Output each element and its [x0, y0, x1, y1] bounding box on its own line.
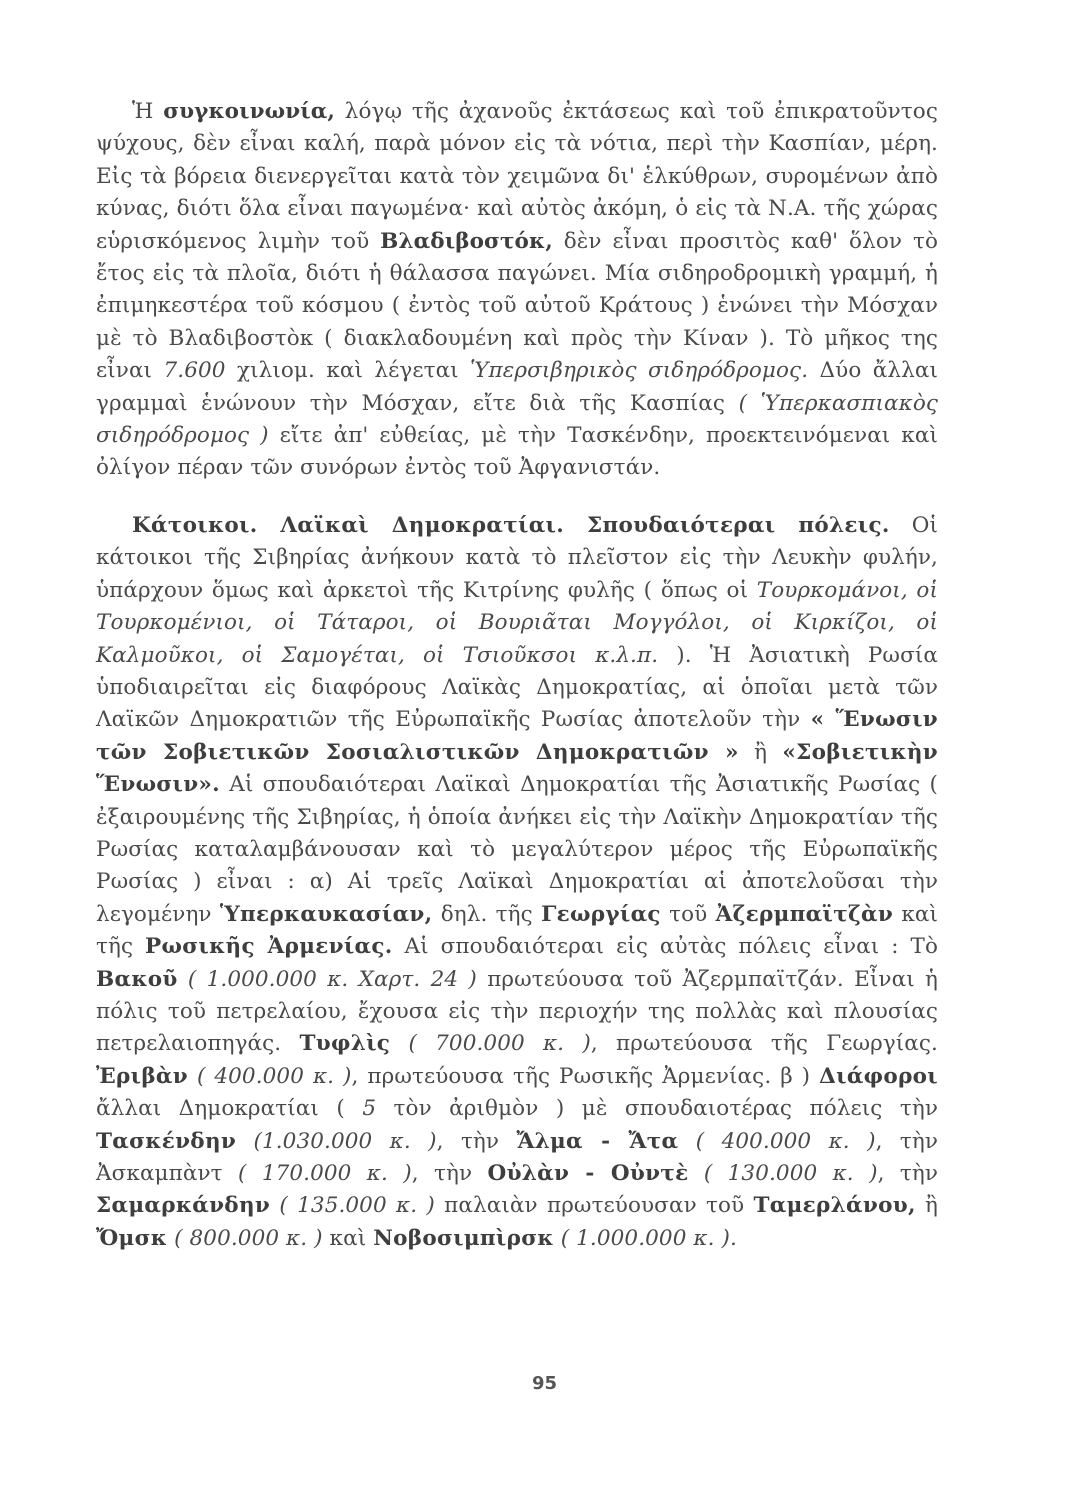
italic-text: Τουρκομάνοι, οἱ Τουρκομένιοι, οἱ Τάταροι, οἱ Βουριᾶται Μογγόλοι, οἱ Κιρκίζοι, οἱ Καλμοῦκοι, οἱ Σαμογέται, οἱ Τσιοῦκσοι κ.λ.π. [96, 577, 939, 668]
text-run: Οἱ κάτοικοι τῆς Σιβηρίας ἀνήκουν κατὰ τὸ πλεῖστον εἰς τὴν Λευκὴν φυλήν, ὑπάρχουν ὅμως καὶ ἀρκετοὶ τῆς Κιτρίνης φυλῆς ( ὅπως οἱ [96, 512, 938, 603]
italic-text: ( 1.000.000 κ. ). [560, 1225, 737, 1251]
bold-term: Ἀζερμπαϊτζὰν [715, 901, 894, 927]
bold-term: Διάφοροι [819, 1063, 939, 1089]
text-run: , τὴν [436, 1128, 517, 1154]
bold-term: Τασκένδην [96, 1128, 237, 1154]
italic-text: ( 130.000 κ. ) [703, 1161, 878, 1186]
text-run: δὲν εἶναι προσιτὸς καθ' ὅλον τὸ ἔτος εἰς τὰ πλοῖα, διότι ἡ θάλασσα παγώνει. Μία σιδηροδρομικὴ γραμμή, ἡ ἐπιμηκεστέρα τοῦ κόσμου ( ἐντὸς τοῦ αὐτοῦ Κράτους ) ἑνώνει τὴν Μόσχαν μὲ τὸ Βλαδιβοστὸκ ( διακλαδουμένη καὶ πρὸς τὴν Κίναν ). Τὸ μῆκος της εἶναι [96, 228, 939, 384]
text-run: ἢ [915, 1193, 938, 1219]
text-run: τοῦ [660, 901, 716, 927]
text-run: , τὴν Ἀσκαμπὰντ [96, 1128, 939, 1186]
italic-text: ( 700.000 κ. ) [408, 1031, 591, 1057]
bold-term: Σαμαρκάνδην [96, 1193, 271, 1219]
text-run: Δύο ἄλλαι γραμμαὶ ἑνώνουν τὴν Μόσχαν, εἴτε διὰ τῆς Κασπίας [96, 358, 939, 416]
text-run: , τὴν [411, 1161, 488, 1186]
text-run: παλαιὰν πρωτεύουσαν τοῦ [434, 1193, 754, 1219]
italic-text: ( 400.000 κ. ) [695, 1128, 876, 1154]
text-run [270, 1193, 279, 1218]
bold-term: Ταμερλάνου, [753, 1193, 916, 1219]
bold-term: Τυφλὶς [299, 1031, 391, 1057]
bold-term: Νοβοσιμπὶρσκ [373, 1225, 554, 1251]
bold-term: Βακοῦ [96, 966, 178, 992]
bold-term: Βλαδιβοστόκ, [380, 228, 553, 254]
text-run: χιλιομ. καὶ λέγεται [225, 358, 471, 384]
text-run [178, 967, 188, 992]
text-run: ἢ [738, 739, 783, 765]
bold-term: Ὑπερκαυκασίαν, [219, 901, 433, 927]
text-run [188, 1064, 197, 1089]
bold-term: Ἄλμα - Ἄτα [516, 1128, 679, 1154]
italic-text: ( 800.000 κ. ) [174, 1225, 323, 1251]
italic-text: ( 1.000.000 κ. Χαρτ. 24 ) [187, 966, 477, 992]
text-run [390, 1031, 408, 1056]
bold-term: συγκοινωνία, [163, 99, 335, 124]
italic-text: ( Ὑπερκασπιακὸς σιδηρόδρομος ) [96, 390, 938, 449]
body-text [96, 96, 938, 1255]
text-run: Ἡ [132, 99, 164, 124]
text-run [688, 1161, 703, 1186]
text-run: ). Ἡ Ἀσιατικὴ Ρωσία ὑποδιαιρεῖται εἰς διαφόρους Λαϊκὰς Δημοκρατίας, αἱ ὁποῖαι μετὰ τῶν Λαϊκῶν Δημοκρατιῶν τῆς Εὐρωπαϊκῆς Ρωσίας ἀποτελοῦν τὴν [96, 642, 938, 733]
text-run: πρωτεύουσα τοῦ Ἀζερμπαϊτζάν. Εἶναι ἡ πόλις τοῦ πετρελαίου, ἔχουσα εἰς τὴν περιοχήν της πολλὰς καὶ πλουσίας πετρελαιοπηγάς. [96, 966, 939, 1057]
text-run: δηλ. τῆς [432, 901, 542, 927]
text-run: , τὴν [877, 1161, 939, 1186]
text-run [236, 1129, 253, 1154]
bold-term: Οὐλὰν - Οὐντὲ [487, 1161, 689, 1186]
italic-text: 7.600 [163, 358, 226, 384]
bold-term: « Ἕνωσιν τῶν Σοβιετικῶν Σοσιαλιστικῶν Δημοκρατιῶν » [96, 707, 938, 765]
bold-term: «Σοβιετικὴν Ἕνωσιν». [96, 739, 938, 798]
text-run [554, 1226, 561, 1251]
text-run: τὸν ἀριθμὸν ) μὲ σπουδαιοτέρας πόλεις τὴν [376, 1096, 938, 1122]
text-run: λόγῳ τῆς ἀχανοῦς ἐκτάσεως καὶ τοῦ ἐπικρατοῦντος ψύχους, δὲν εἶναι καλή, παρὰ μόνον εἰς τὰ νότια, περὶ τὴν Κασπίαν, μέρη. Εἰς τὰ βόρεια διενεργεῖται κατὰ τὸν χειμῶνα δι' ἑλκύθρων, συρομένων ἀπὸ κύνας, διότι ὅλα εἶναι παγωμένα· καὶ αὐτὸς ἀκόμη, ὁ εἰς τὰ Ν.Α. τῆς χώρας εὑρισκόμενος λιμὴν τοῦ [96, 99, 938, 254]
text-run: καὶ [322, 1225, 374, 1251]
text-run [678, 1129, 695, 1154]
paragraph-inhabitants [96, 510, 938, 1255]
bold-term: Ὄμσκ [96, 1225, 168, 1251]
page-number: 95 [531, 1373, 558, 1394]
text-run: Αἱ σπουδαιότεραι εἰς αὐτὰς πόλεις εἶναι : Τὸ [392, 934, 938, 960]
italic-text: 5 [362, 1096, 377, 1122]
text-run: εἴτε ἀπ' εὐθείας, μὲ τὴν Τασκένδην, προεκτεινόμεναι καὶ ὀλίγον πέραν τῶν συνόρων ἐντὸς τοῦ Ἀφγανιστάν. [96, 423, 938, 481]
italic-text: ( 135.000 κ. ) [279, 1193, 435, 1219]
text-run: , πρωτεύουσα τῆς Γεωργίας. [590, 1031, 938, 1057]
bold-term: Ἐριβὰν [96, 1063, 188, 1089]
text-run: καὶ τῆς [96, 901, 939, 960]
bold-term: Κάτοικοι. Λαϊκαὶ Δημοκρατίαι. Σπουδαιότεραι πόλεις. [132, 512, 890, 538]
italic-text: (1.030.000 κ. ) [253, 1128, 437, 1154]
bold-term: Ρωσικῆς Ἀρμενίας. [145, 934, 393, 960]
text-run: ἄλλαι Δημοκρατίαι ( [96, 1096, 363, 1122]
text-run: , πρωτεύουσα τῆς Ρωσικῆς Ἀρμενίας. β ) [351, 1063, 820, 1089]
paragraph-communications [96, 96, 938, 485]
italic-text: ( 400.000 κ. ) [196, 1063, 352, 1089]
italic-text: ( 170.000 κ. ) [238, 1161, 412, 1186]
text-run: Αἱ σπουδαιότεραι Λαϊκαὶ Δημοκρατίαι τῆς Ἀσιατικῆς Ρωσίας ( ἐξαιρουμένης τῆς Σιβηρίας, ἡ ὁποία ἀνήκει εἰς τὴν Λαϊκὴν Δημοκρατίαν τῆς Ρωσίας καταλαμβάνουσαν καὶ τὸ μεγαλύτερον μέρος τῆς Εὐρωπαϊκῆς Ρωσίας ) εἶναι : α) Αἱ τρεῖς Λαϊκαὶ Δημοκρατίαι αἱ ἀποτελοῦσαι τὴν λεγομένην [96, 772, 938, 927]
bold-term: Γεωργίας [541, 901, 661, 927]
italic-text: Ὑπερσιβηρικὸς σιδηρόδρομος. [470, 358, 809, 384]
